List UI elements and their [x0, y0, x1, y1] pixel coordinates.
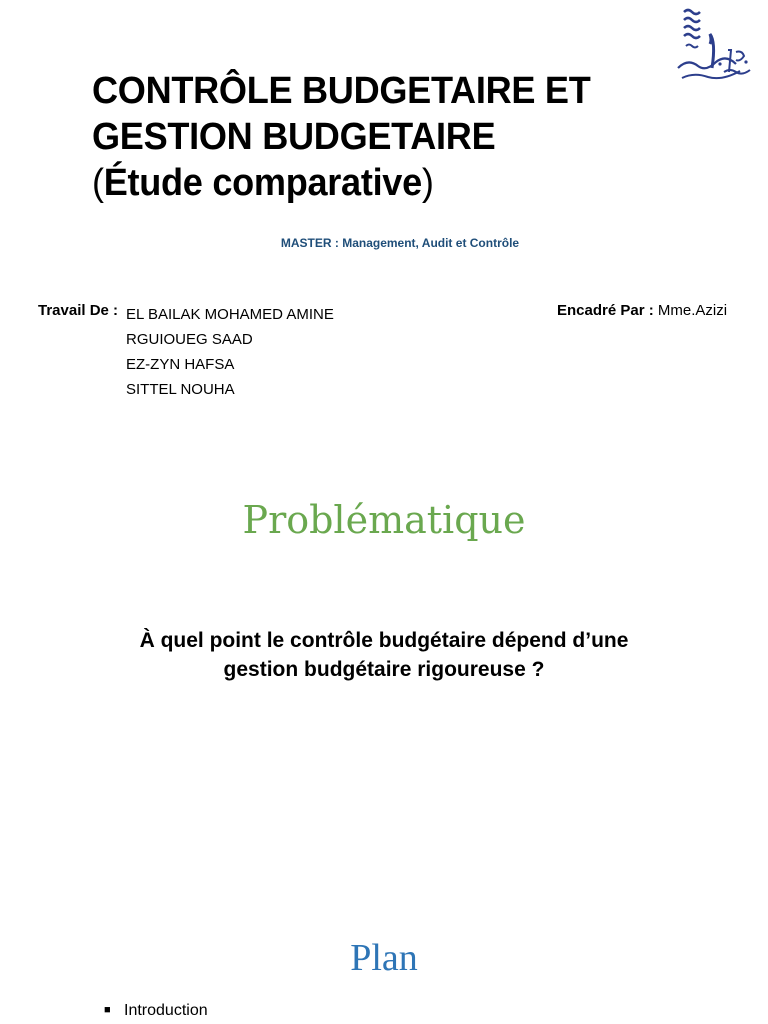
author-name: EZ-ZYN HAFSA [126, 356, 235, 373]
supervisor-label: Encadré Par : [557, 302, 654, 319]
authors-label: Travail De : [38, 302, 119, 319]
plan-item-label: Introduction [124, 1002, 208, 1019]
question-line-2: gestion budgétaire rigoureuse ? [223, 658, 545, 681]
document-title [92, 68, 624, 206]
title-subject: Étude comparative [103, 162, 422, 204]
program-subtitle: MASTER : Management, Audit et Contrôle [280, 236, 520, 250]
title-line-1: CONTRÔLE BUDGETAIRE ET [92, 70, 591, 112]
university-logo-icon [672, 6, 756, 84]
problematique-heading: Problématique [242, 498, 526, 542]
question-line-1: À quel point le contrôle budgétaire dépend d’une [139, 629, 629, 652]
title-line-3 [92, 160, 624, 206]
author-name: SITTEL NOUHA [126, 381, 235, 398]
title-close-paren: ) [421, 162, 434, 204]
research-question [84, 626, 684, 684]
plan-list [104, 1002, 208, 1020]
title-line-2: GESTION BUDGETAIRE [92, 116, 496, 158]
plan-item [104, 1002, 208, 1020]
authors-list [126, 302, 334, 402]
title-open-paren: ( [92, 162, 104, 204]
supervisor-block [557, 302, 727, 319]
author-name: EL BAILAK MOHAMED AMINE [126, 306, 334, 323]
square-bullet-icon: ■ [104, 1004, 111, 1016]
supervisor-name: Mme.Azizi [657, 302, 728, 319]
author-name: RGUIOUEG SAAD [126, 331, 253, 348]
plan-heading: Plan [350, 937, 418, 979]
